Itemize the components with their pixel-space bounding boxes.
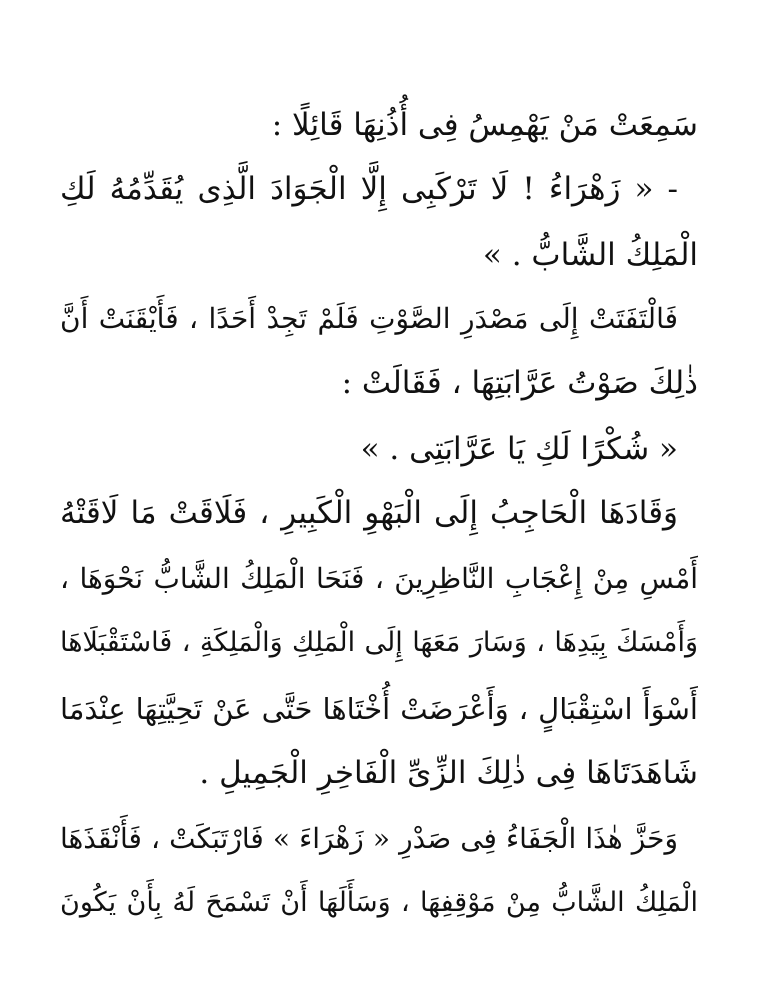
text-line-7: وَقَادَهَا الْحَاجِبُ إِلَى الْبَهْوِ الْكَبِيرِ ، فَلَاقَتْ مَا لَاقَتْهُ	[60, 495, 678, 531]
text-line-12: وَحَزَّ هٰذَا الْجَفَاءُ فِى صَدْرِ « زَهْرَاءَ » فَارْتَبَكَتْ ، فَأَنْقَذَهَا	[60, 822, 678, 855]
text-line-5: ذٰلِكَ صَوْتُ عَرَّابَتِهَا ، فَقَالَتْ :	[341, 365, 698, 401]
text-line-10: أَسْوَأَ اسْتِقْبَالٍ ، وَأَعْرَضَتْ أُخْتَاهَا حَتَّى عَنْ تَحِيَّتِهَا عِنْدَمَا	[60, 692, 698, 726]
text-line-8: أَمْسِ مِنْ إِعْجَابِ النَّاظِرِينَ ، فَنَحَا الْمَلِكُ الشَّابُّ نَحْوَهَا ،	[60, 562, 698, 595]
text-line-2: - « زَهْرَاءُ ! لَا تَرْكَبِى إِلَّا الْجَوَادَ الَّذِى يُقَدِّمُهُ لَكِ	[60, 171, 678, 207]
text-line-4: فَالْتَفَتَتْ إِلَى مَصْدَرِ الصَّوْتِ فَلَمْ تَجِدْ أَحَدًا ، فَأَيْقَنَتْ أَنَّ	[60, 302, 678, 335]
text-line-6: « شُكْرًا لَكِ يَا عَرَّابَتِى . »	[360, 431, 678, 467]
text-line-9: وَأَمْسَكَ بِيَدِهَا ، وَسَارَ مَعَهَا إِلَى الْمَلِكِ وَالْمَلِكَةِ ، فَاسْتَقْبَلَاهَا	[60, 627, 698, 658]
text-line-11: شَاهَدَتَاهَا فِى ذٰلِكَ الزِّىِّ الْفَاخِرِ الْجَمِيلِ .	[199, 755, 698, 791]
text-line-13: الْمَلِكُ الشَّابُّ مِنْ مَوْقِفِهَا ، وَسَأَلَهَا أَنْ تَسْمَحَ لَهُ بِأَنْ يَكُونَ	[60, 887, 698, 918]
text-line-3: الْمَلِكُ الشَّابُّ . »	[482, 237, 698, 273]
text-line-1: سَمِعَتْ مَنْ يَهْمِسُ فِى أُذُنِهَا قَائِلًا :	[271, 107, 698, 143]
